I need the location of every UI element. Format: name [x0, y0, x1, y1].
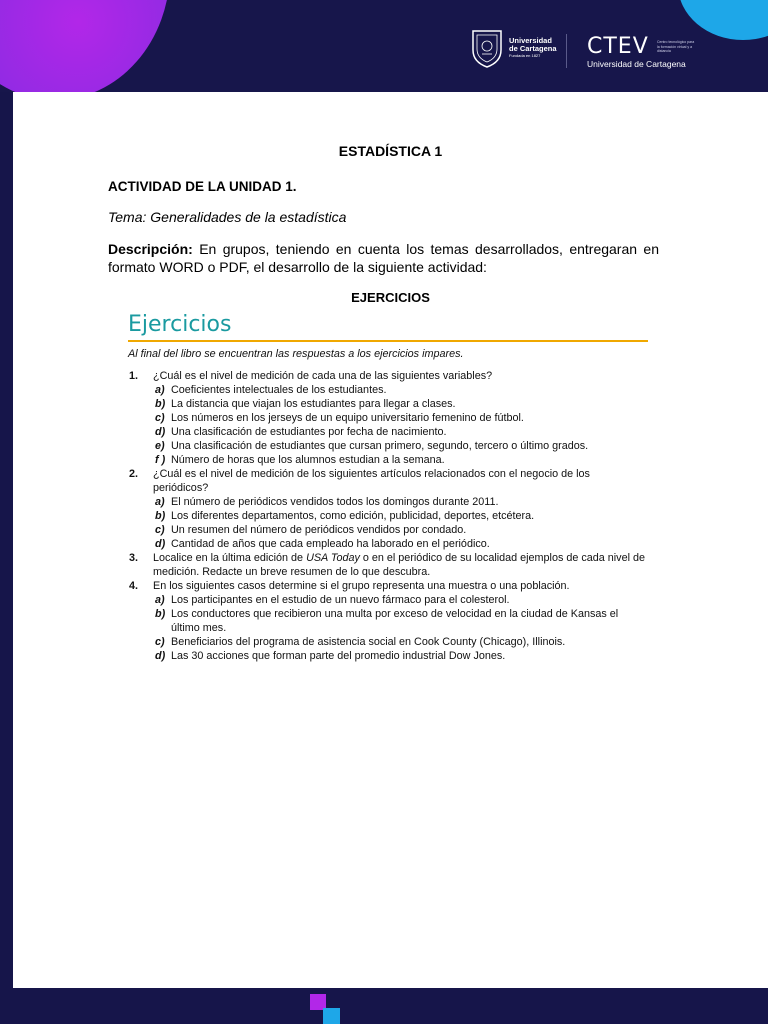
subitem-letter: b) — [155, 398, 166, 410]
subitem-letter: c) — [155, 412, 165, 424]
exercise-list — [128, 369, 648, 663]
exercise-item — [128, 369, 648, 467]
subitem-text: Una clasificación de estudiantes por fecha de nacimiento. — [171, 426, 447, 438]
exercise-subitems — [153, 593, 648, 663]
exercise-number: 2. — [129, 468, 139, 480]
exercise-number: 4. — [129, 580, 139, 592]
subitem — [153, 397, 648, 411]
subitem — [153, 411, 648, 425]
subitem-letter: a) — [155, 384, 165, 396]
subitem — [153, 425, 648, 439]
subitem — [153, 383, 648, 397]
decorative-cyan-shape — [678, 0, 768, 40]
exercise-text: ¿Cuál es el nivel de medición de cada una de las siguientes variables? — [153, 370, 493, 382]
textbook-excerpt — [128, 310, 648, 663]
subitem-text: Las 30 acciones que forman parte del promedio industrial Dow Jones. — [171, 650, 506, 662]
topic-line: Tema: Generalidades de la estadística — [108, 209, 347, 225]
subitem-letter: f ) — [155, 454, 166, 466]
university-logo — [470, 28, 557, 68]
subitem-text: Los participantes en el estudio de un nuevo fármaco para el colesterol. — [171, 594, 510, 606]
subitem-letter: d) — [155, 650, 166, 662]
description-text: En grupos, teniendo en cuenta los temas desarrollados, entregaran en formato WORD o PDF, el desarrollo de la siguiente actividad: — [108, 241, 659, 275]
exercise-number: 3. — [129, 552, 139, 564]
subitem-text: Beneficiarios del programa de asistencia social en Cook County (Chicago), Illinois. — [171, 636, 566, 648]
subitem-text: Los números en los jerseys de un equipo universitario femenino de fútbol. — [171, 412, 524, 424]
subitem-letter: b) — [155, 608, 166, 620]
decorative-blue-square — [323, 1008, 340, 1024]
textbook-title: Ejercicios — [128, 312, 232, 337]
textbook-note: Al final del libro se encuentran las respuestas a los ejercicios impares. — [128, 348, 464, 360]
university-name-line1: Universidad — [509, 36, 552, 45]
exercise-item — [128, 551, 648, 579]
ctev-logo-block — [587, 34, 695, 69]
subitem — [153, 453, 648, 467]
subitem-letter: d) — [155, 426, 166, 438]
subitem-text: Los conductores que recibieron una multa por exceso de velocidad en la ciudad de Kansas el último mes. — [171, 608, 619, 634]
description-label: Descripción: — [108, 241, 193, 257]
subitem-letter: b) — [155, 510, 166, 522]
subitem-text: Una clasificación de estudiantes que cursan primero, segundo, tercero o último grados. — [171, 440, 589, 452]
subitem-text: Número de horas que los alumnos estudian a la semana. — [171, 454, 445, 466]
ctev-tagline: Centro tecnológico para la formación virtual y a distancia — [657, 40, 695, 53]
subitem — [153, 495, 648, 509]
subitem-letter: c) — [155, 524, 165, 536]
university-founded: Fundada en 1827 — [509, 53, 541, 58]
subitem-text: Los diferentes departamentos, como edición, publicidad, deportes, etcétera. — [171, 510, 535, 522]
document-title: ESTADÍSTICA 1 — [338, 143, 443, 159]
subitem — [153, 649, 648, 663]
document-page — [13, 92, 768, 988]
exercise-text: ¿Cuál es el nivel de medición de los siguientes artículos relacionados con el negocio de los periódicos? — [153, 468, 590, 494]
exercise-text-part: o en el periódico de su localidad ejemplos de cada nivel de medición. Redacte un breve resumen de lo que descubra. — [153, 552, 645, 578]
exercise-text: En los siguientes casos determine si el grupo representa una muestra o una población. — [153, 580, 570, 592]
description-paragraph — [108, 240, 659, 276]
subitem-letter: a) — [155, 594, 165, 606]
decorative-purple-shape — [0, 0, 170, 92]
exercise-subitems — [153, 495, 648, 551]
subitem-text: El número de periódicos vendidos todos los domingos durante 2011. — [171, 496, 499, 508]
subitem-text: La distancia que viajan los estudiantes para llegar a clases. — [171, 398, 456, 410]
activity-title: ACTIVIDAD DE LA UNIDAD 1. — [108, 179, 297, 194]
subitem — [153, 593, 648, 607]
subitem-letter: d) — [155, 538, 166, 550]
subitem — [153, 537, 648, 551]
university-name-line2: de Cartagena — [509, 44, 557, 53]
subitem-text: Cantidad de años que cada empleado ha laborado en el periódico. — [171, 538, 490, 550]
subitem-letter: e) — [155, 440, 165, 452]
subitem-letter: c) — [155, 636, 165, 648]
subitem-text: Un resumen del número de periódicos vendidos por condado. — [171, 524, 467, 536]
subitem — [153, 607, 648, 635]
textbook-rule — [128, 340, 648, 342]
university-seal-icon — [470, 28, 504, 68]
subitem — [153, 523, 648, 537]
exercise-text-part: Localice en la última edición de — [153, 552, 307, 564]
newspaper-name: USA Today — [306, 552, 360, 564]
exercise-subitems — [153, 383, 648, 467]
subitem — [153, 509, 648, 523]
exercise-item — [128, 579, 648, 663]
exercise-item — [128, 467, 648, 551]
page-header — [0, 0, 768, 92]
exercises-heading: EJERCICIOS — [351, 290, 430, 305]
subitem — [153, 635, 648, 649]
subitem — [153, 439, 648, 453]
subitem-letter: a) — [155, 496, 165, 508]
ctev-subtitle: Universidad de Cartagena — [587, 59, 686, 69]
ctev-logo: CTEV — [587, 34, 649, 59]
exercise-number: 1. — [129, 370, 139, 382]
logo-divider — [566, 34, 567, 68]
subitem-text: Coeficientes intelectuales de los estudiantes. — [171, 384, 387, 396]
